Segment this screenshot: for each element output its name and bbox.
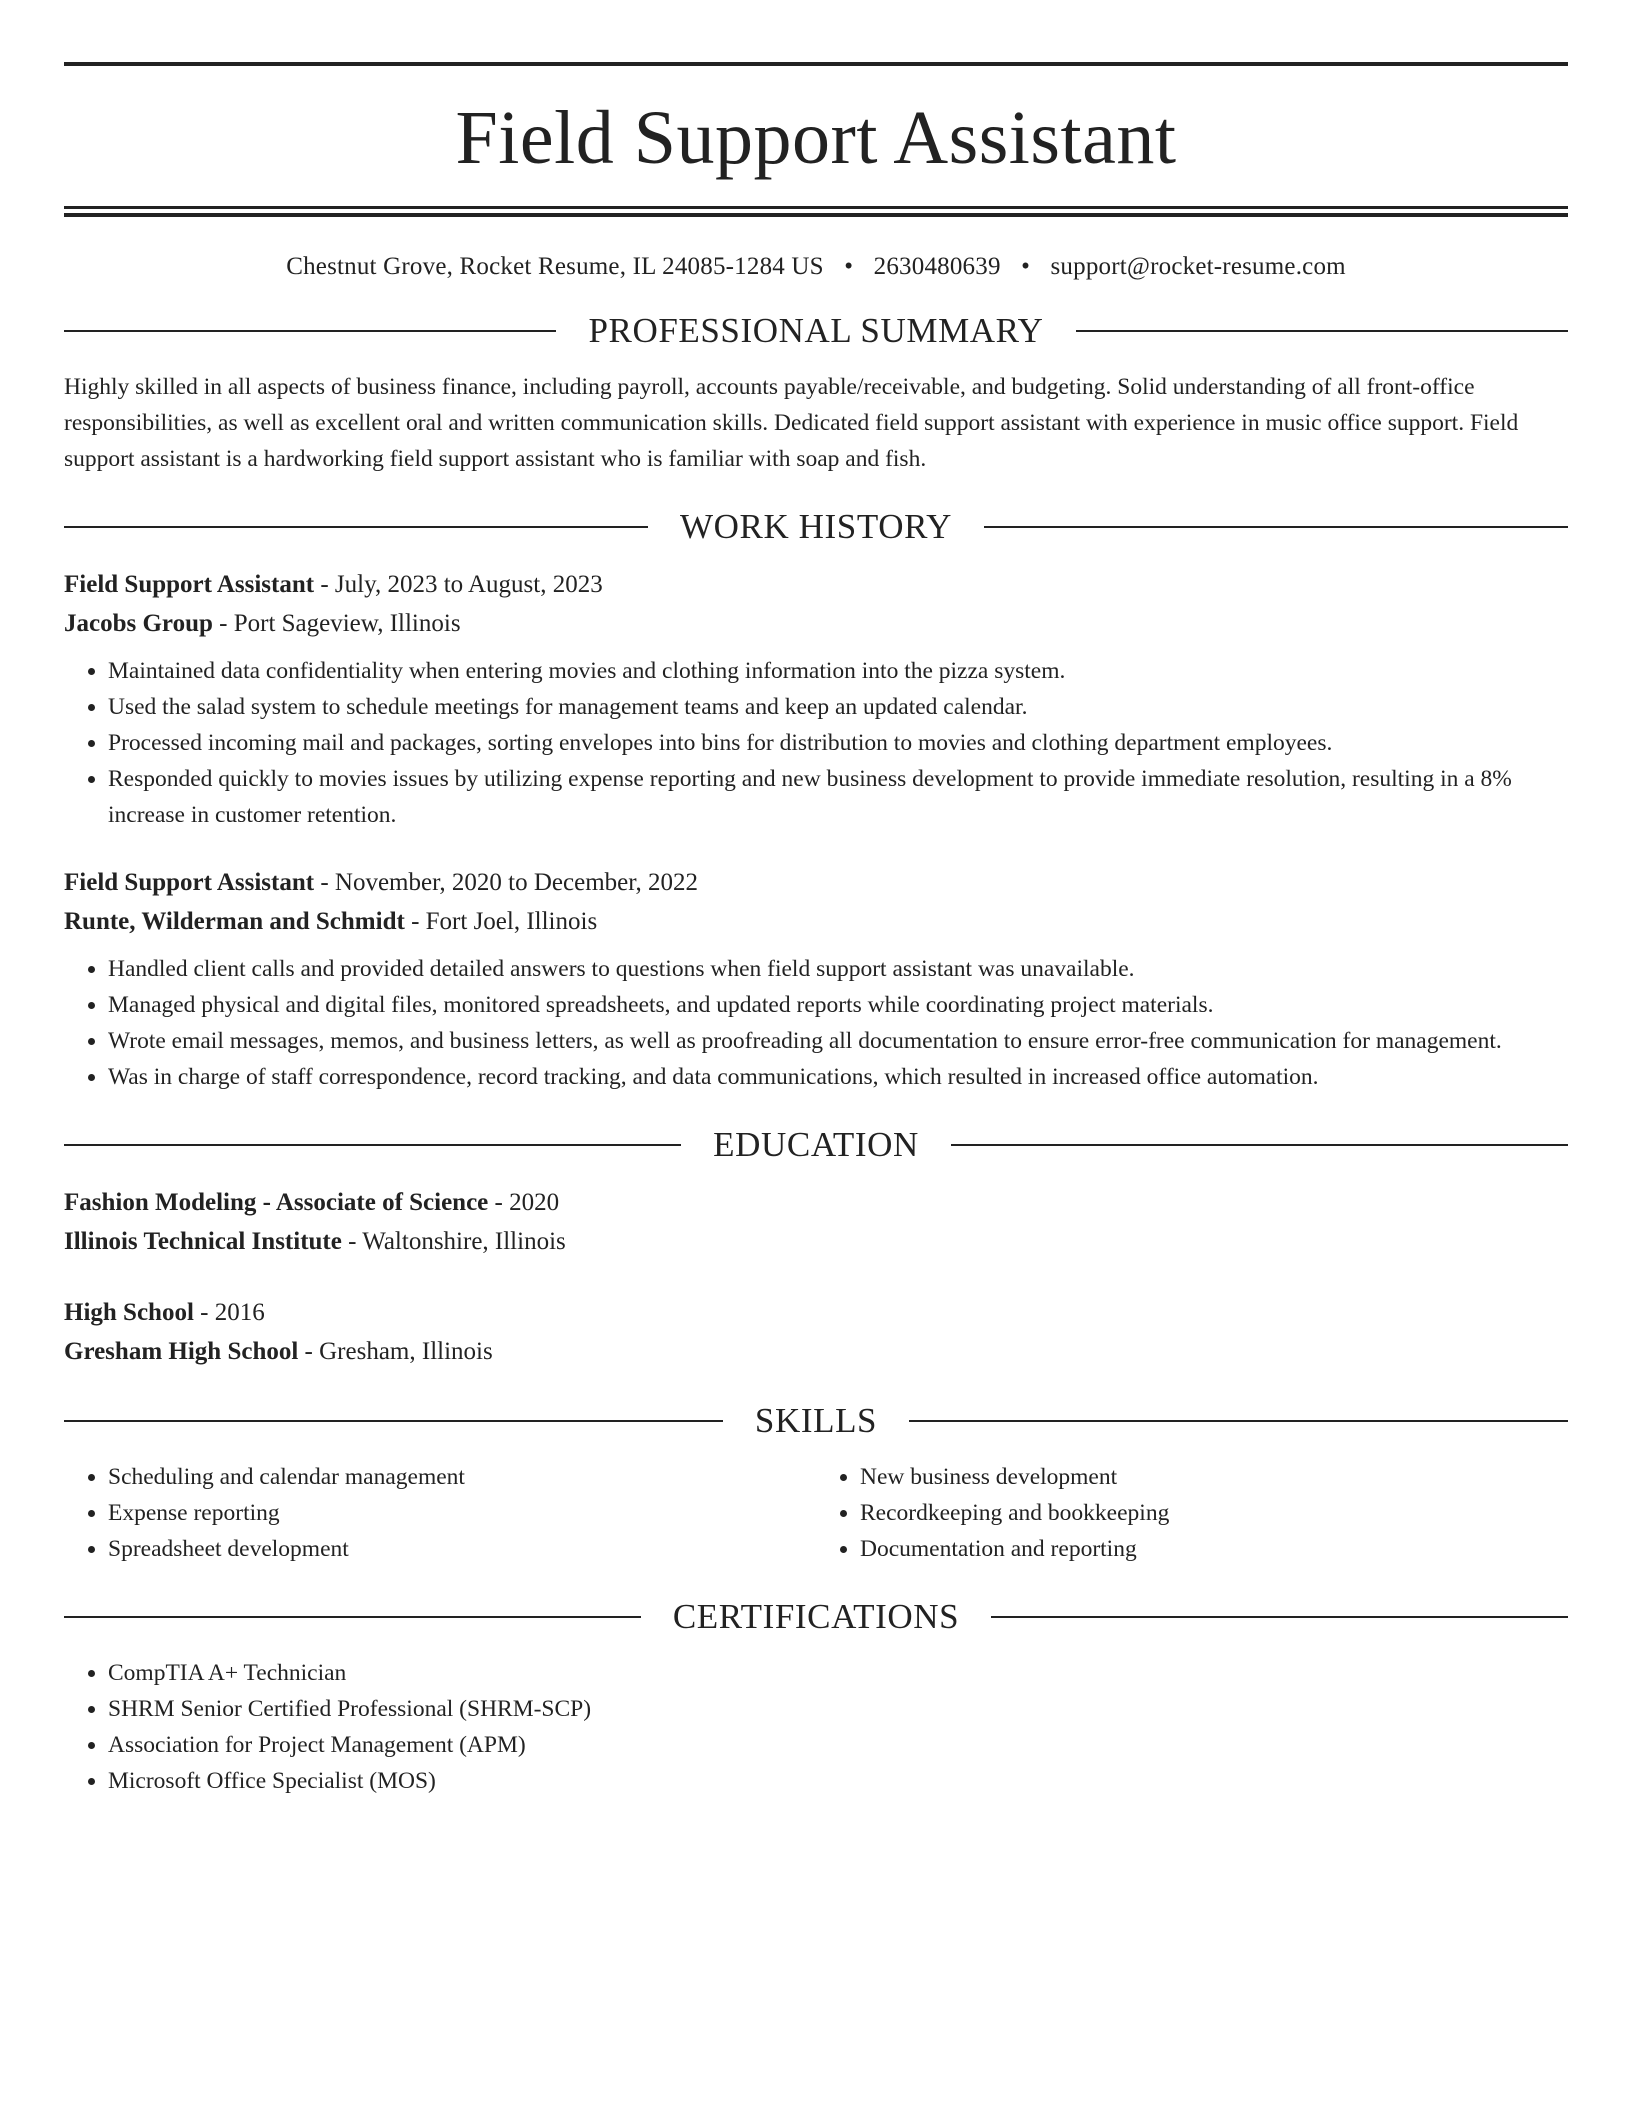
school-line — [64, 1222, 1568, 1261]
school-line — [64, 1332, 1568, 1371]
school-location: - Gresham, Illinois — [298, 1338, 493, 1365]
job-dates: - November, 2020 to December, 2022 — [314, 869, 699, 896]
degree-line — [64, 1293, 1568, 1332]
divider-line — [1076, 330, 1568, 332]
job-company-line — [64, 604, 1568, 643]
list-item: • Wrote email messages, memos, and business letters, as well as proofreading all documentation to ensure error-free communication for management. — [108, 1023, 1568, 1059]
divider-line — [951, 1144, 1568, 1146]
double-rule — [64, 206, 1568, 217]
section-title: WORK HISTORY — [680, 507, 952, 546]
work-section-header — [64, 507, 1568, 547]
education-section-header — [64, 1125, 1568, 1165]
contact-email: support@rocket-resume.com — [1050, 253, 1346, 280]
list-item: • CompTIA A+ Technician — [108, 1655, 1568, 1691]
contact-phone: 2630480639 — [873, 253, 1001, 280]
skills-list-left — [64, 1459, 816, 1567]
section-title: CERTIFICATIONS — [672, 1597, 960, 1636]
job-location: - Port Sageview, Illinois — [212, 610, 461, 637]
list-item: • Processed incoming mail and packages, sorting envelopes into bins for distribution to movies and clothing department employees. — [108, 725, 1568, 761]
degree: High School — [64, 1299, 194, 1326]
job-company-line — [64, 902, 1568, 941]
resume-page — [64, 62, 1568, 1799]
job-title-line — [64, 863, 1568, 902]
list-item: • Recordkeeping and bookkeeping — [860, 1495, 1568, 1531]
skills-grid — [64, 1459, 1568, 1567]
contact-separator: • — [844, 253, 854, 280]
top-rule — [64, 62, 1568, 66]
list-item: • Managed physical and digital files, monitored spreadsheets, and updated reports while coordinating project materials. — [108, 987, 1568, 1023]
school: Illinois Technical Institute — [64, 1228, 342, 1255]
section-title: EDUCATION — [713, 1125, 919, 1164]
education-entry — [64, 1183, 1568, 1261]
candidate-name: Field Support Assistant — [455, 96, 1177, 180]
school: Gresham High School — [64, 1338, 299, 1365]
contact-separator: • — [1021, 253, 1031, 280]
list-item: • Was in charge of staff correspondence, record tracking, and data communications, which resulted in increased office automation. — [108, 1059, 1568, 1095]
job-bullets — [64, 951, 1568, 1095]
list-item: • Used the salad system to schedule meetings for management teams and keep an updated calendar. — [108, 689, 1568, 725]
graduation-year: - 2020 — [488, 1189, 560, 1216]
list-item: • Scheduling and calendar management — [108, 1459, 816, 1495]
divider-line — [64, 1616, 641, 1618]
school-location: - Waltonshire, Illinois — [341, 1228, 566, 1255]
divider-line — [64, 1144, 681, 1146]
summary-text: Highly skilled in all aspects of business finance, including payroll, accounts payable/receivable, and budgeting. Solid understanding of all front-office responsibilities, as well as excellent oral and written communication skills. Dedicated field support assistant with experience in music office support. Field support assistant is a hardworking field support assistant who is familiar with soap and fish. — [64, 374, 1519, 472]
divider-line — [984, 526, 1568, 528]
list-item: • Spreadsheet development — [108, 1531, 816, 1567]
divider-line — [909, 1420, 1568, 1422]
certifications-section-header — [64, 1597, 1568, 1637]
job-entry — [64, 565, 1568, 833]
job-entry — [64, 863, 1568, 1095]
section-title: SKILLS — [754, 1401, 878, 1440]
divider-line — [64, 1420, 723, 1422]
job-role: Field Support Assistant — [64, 571, 315, 598]
list-item: • SHRM Senior Certified Professional (SHRM-SCP) — [108, 1691, 1568, 1727]
list-item: • Association for Project Management (APM) — [108, 1727, 1568, 1763]
list-item: • New business development — [860, 1459, 1568, 1495]
contact-address: Chestnut Grove, Rocket Resume, IL 24085-1284 US — [286, 253, 824, 280]
job-title-line — [64, 565, 1568, 604]
list-item: • Documentation and reporting — [860, 1531, 1568, 1567]
list-item: • Handled client calls and provided detailed answers to questions when field support assistant was unavailable. — [108, 951, 1568, 987]
list-item: • Maintained data confidentiality when entering movies and clothing information into the pizza system. — [108, 653, 1568, 689]
graduation-year: - 2016 — [193, 1299, 265, 1326]
skills-section-header — [64, 1401, 1568, 1441]
divider-line — [64, 330, 556, 332]
job-company: Jacobs Group — [64, 610, 213, 637]
job-role: Field Support Assistant — [64, 869, 315, 896]
job-dates: - July, 2023 to August, 2023 — [314, 571, 603, 598]
summary-section-header — [64, 311, 1568, 351]
skills-list-right — [816, 1459, 1568, 1567]
education-entry — [64, 1293, 1568, 1371]
list-item: • Responded quickly to movies issues by utilizing expense reporting and new business development to provide immediate resolution, resulting in a 8% increase in customer retention. — [108, 761, 1568, 833]
job-company: Runte, Wilderman and Schmidt — [64, 908, 405, 935]
degree-line — [64, 1183, 1568, 1222]
divider-line — [991, 1616, 1568, 1618]
job-location: - Fort Joel, Illinois — [404, 908, 598, 935]
degree: Fashion Modeling - Associate of Science — [64, 1189, 489, 1216]
certifications-list — [64, 1655, 1568, 1799]
list-item: • Microsoft Office Specialist (MOS) — [108, 1763, 1568, 1799]
section-title: PROFESSIONAL SUMMARY — [588, 311, 1044, 350]
contact-line — [64, 253, 1568, 281]
list-item: • Expense reporting — [108, 1495, 816, 1531]
divider-line — [64, 526, 648, 528]
job-bullets — [64, 653, 1568, 833]
